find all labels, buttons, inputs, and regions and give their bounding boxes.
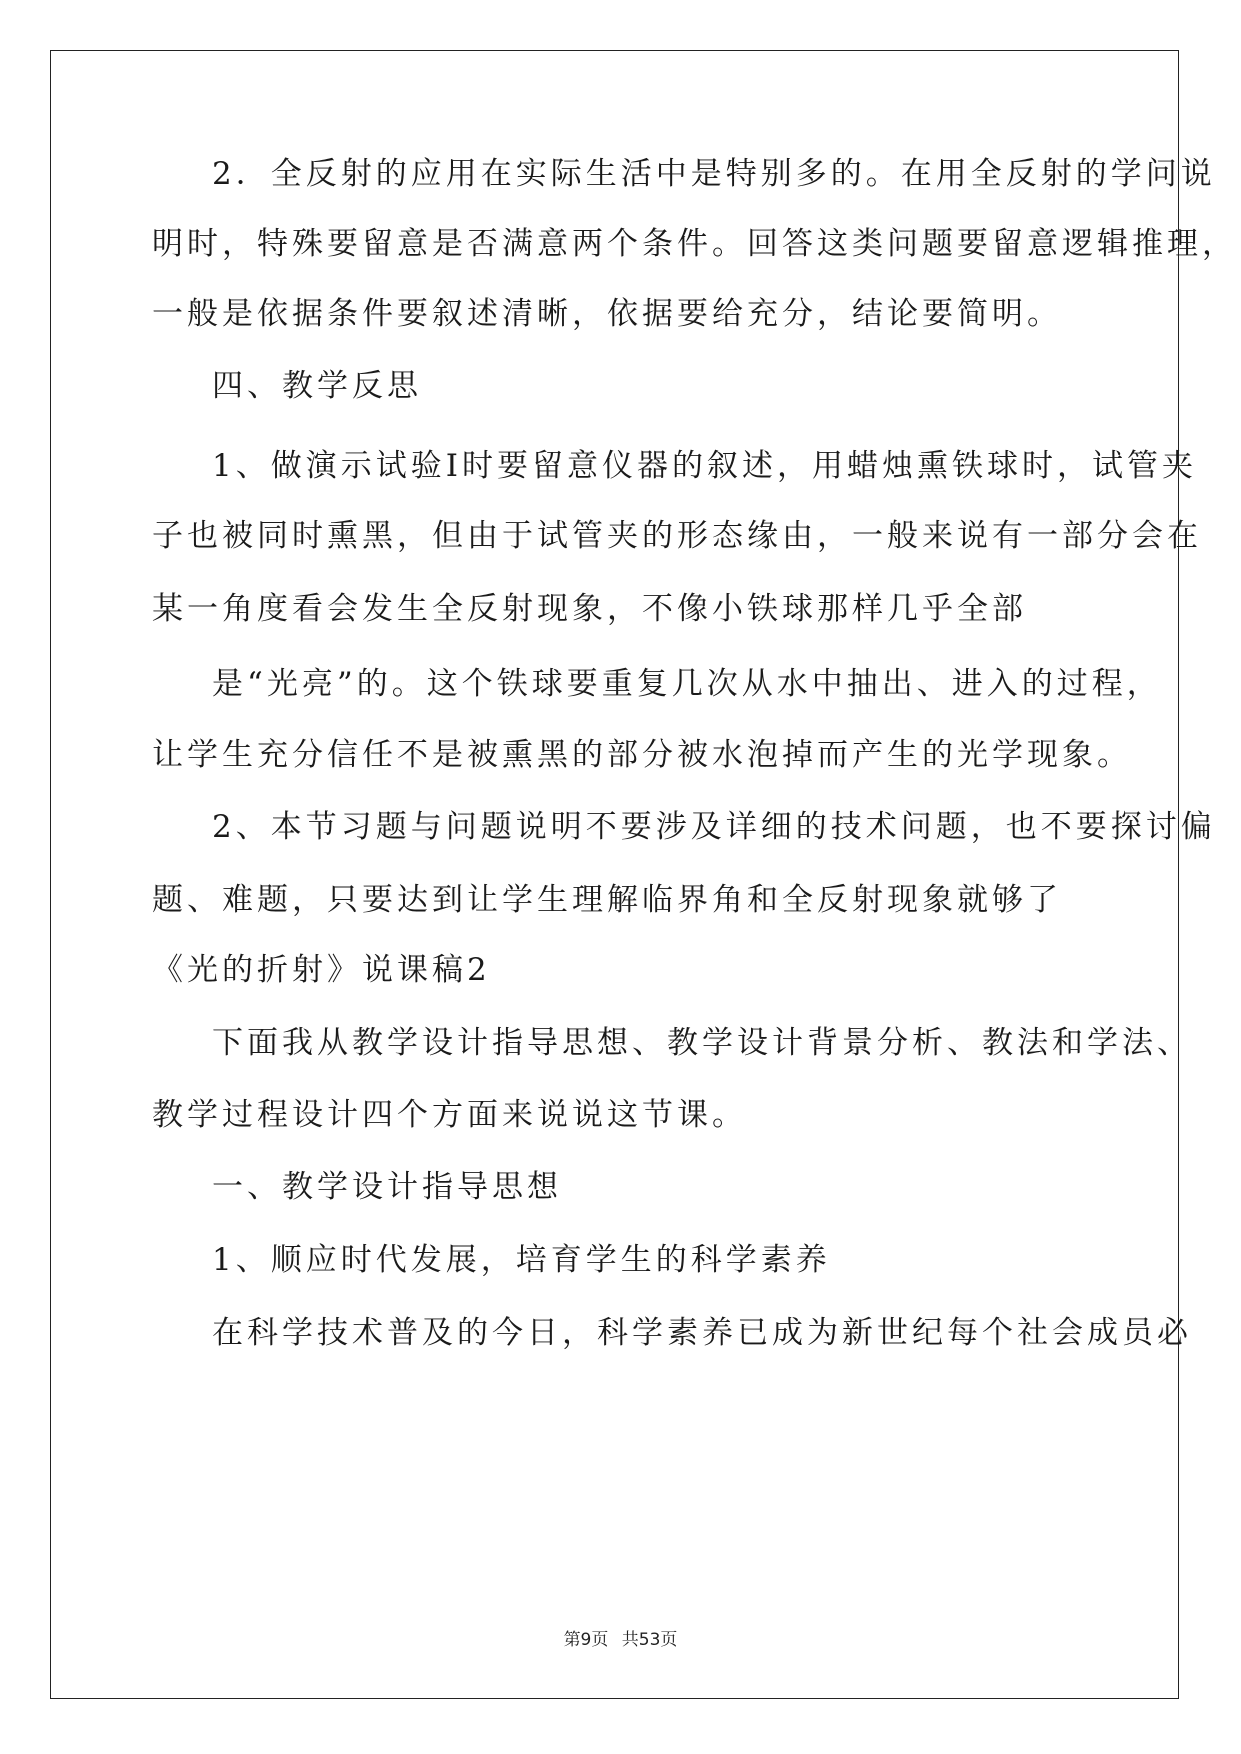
body-line: 2．全反射的应用在实际生活中是特别多的。在用全反射的学问说 bbox=[212, 156, 1216, 192]
section-heading: 四、教学反思 bbox=[212, 368, 422, 404]
body-line: 下面我从教学设计指导思想、教学设计背景分析、教法和学法、 bbox=[212, 1025, 1192, 1061]
doc-title: 《光的折射》说课稿2 bbox=[152, 952, 491, 988]
body-line: 在科学技术普及的今日，科学素养已成为新世纪每个社会成员必 bbox=[212, 1315, 1192, 1351]
body-line: 题、难题，只要达到让学生理解临界角和全反射现象就够了 bbox=[152, 882, 1062, 918]
body-line: 某一角度看会发生全反射现象，不像小铁球那样几乎全部 bbox=[152, 591, 1027, 627]
sub-heading: 1、顺应时代发展，培育学生的科学素养 bbox=[212, 1242, 831, 1278]
body-line: 是“光亮”的。这个铁球要重复几次从水中抽出、进入的过程， bbox=[212, 666, 1162, 702]
body-line: 一般是依据条件要叙述清晰，依据要给充分，结论要简明。 bbox=[152, 296, 1062, 332]
body-line: 2、本节习题与问题说明不要涉及详细的技术问题，也不要探讨偏 bbox=[212, 809, 1216, 845]
body-line: 1、做演示试验Ⅰ时要留意仪器的叙述，用蜡烛熏铁球时，试管夹 bbox=[212, 448, 1197, 484]
section-heading: 一、教学设计指导思想 bbox=[212, 1169, 562, 1205]
body-line: 子也被同时熏黑，但由于试管夹的形态缘由，一般来说有一部分会在 bbox=[152, 518, 1202, 554]
page-total: 共53页 bbox=[621, 1630, 678, 1650]
body-line: 让学生充分信任不是被熏黑的部分被水泡掉而产生的光学现象。 bbox=[152, 737, 1132, 773]
page-number: 第9页 bbox=[563, 1630, 609, 1650]
body-line: 明时，特殊要留意是否满意两个条件。回答这类问题要留意逻辑推理， bbox=[152, 226, 1237, 262]
body-line: 教学过程设计四个方面来说说这节课。 bbox=[152, 1097, 747, 1133]
page-footer bbox=[0, 1629, 1241, 1651]
